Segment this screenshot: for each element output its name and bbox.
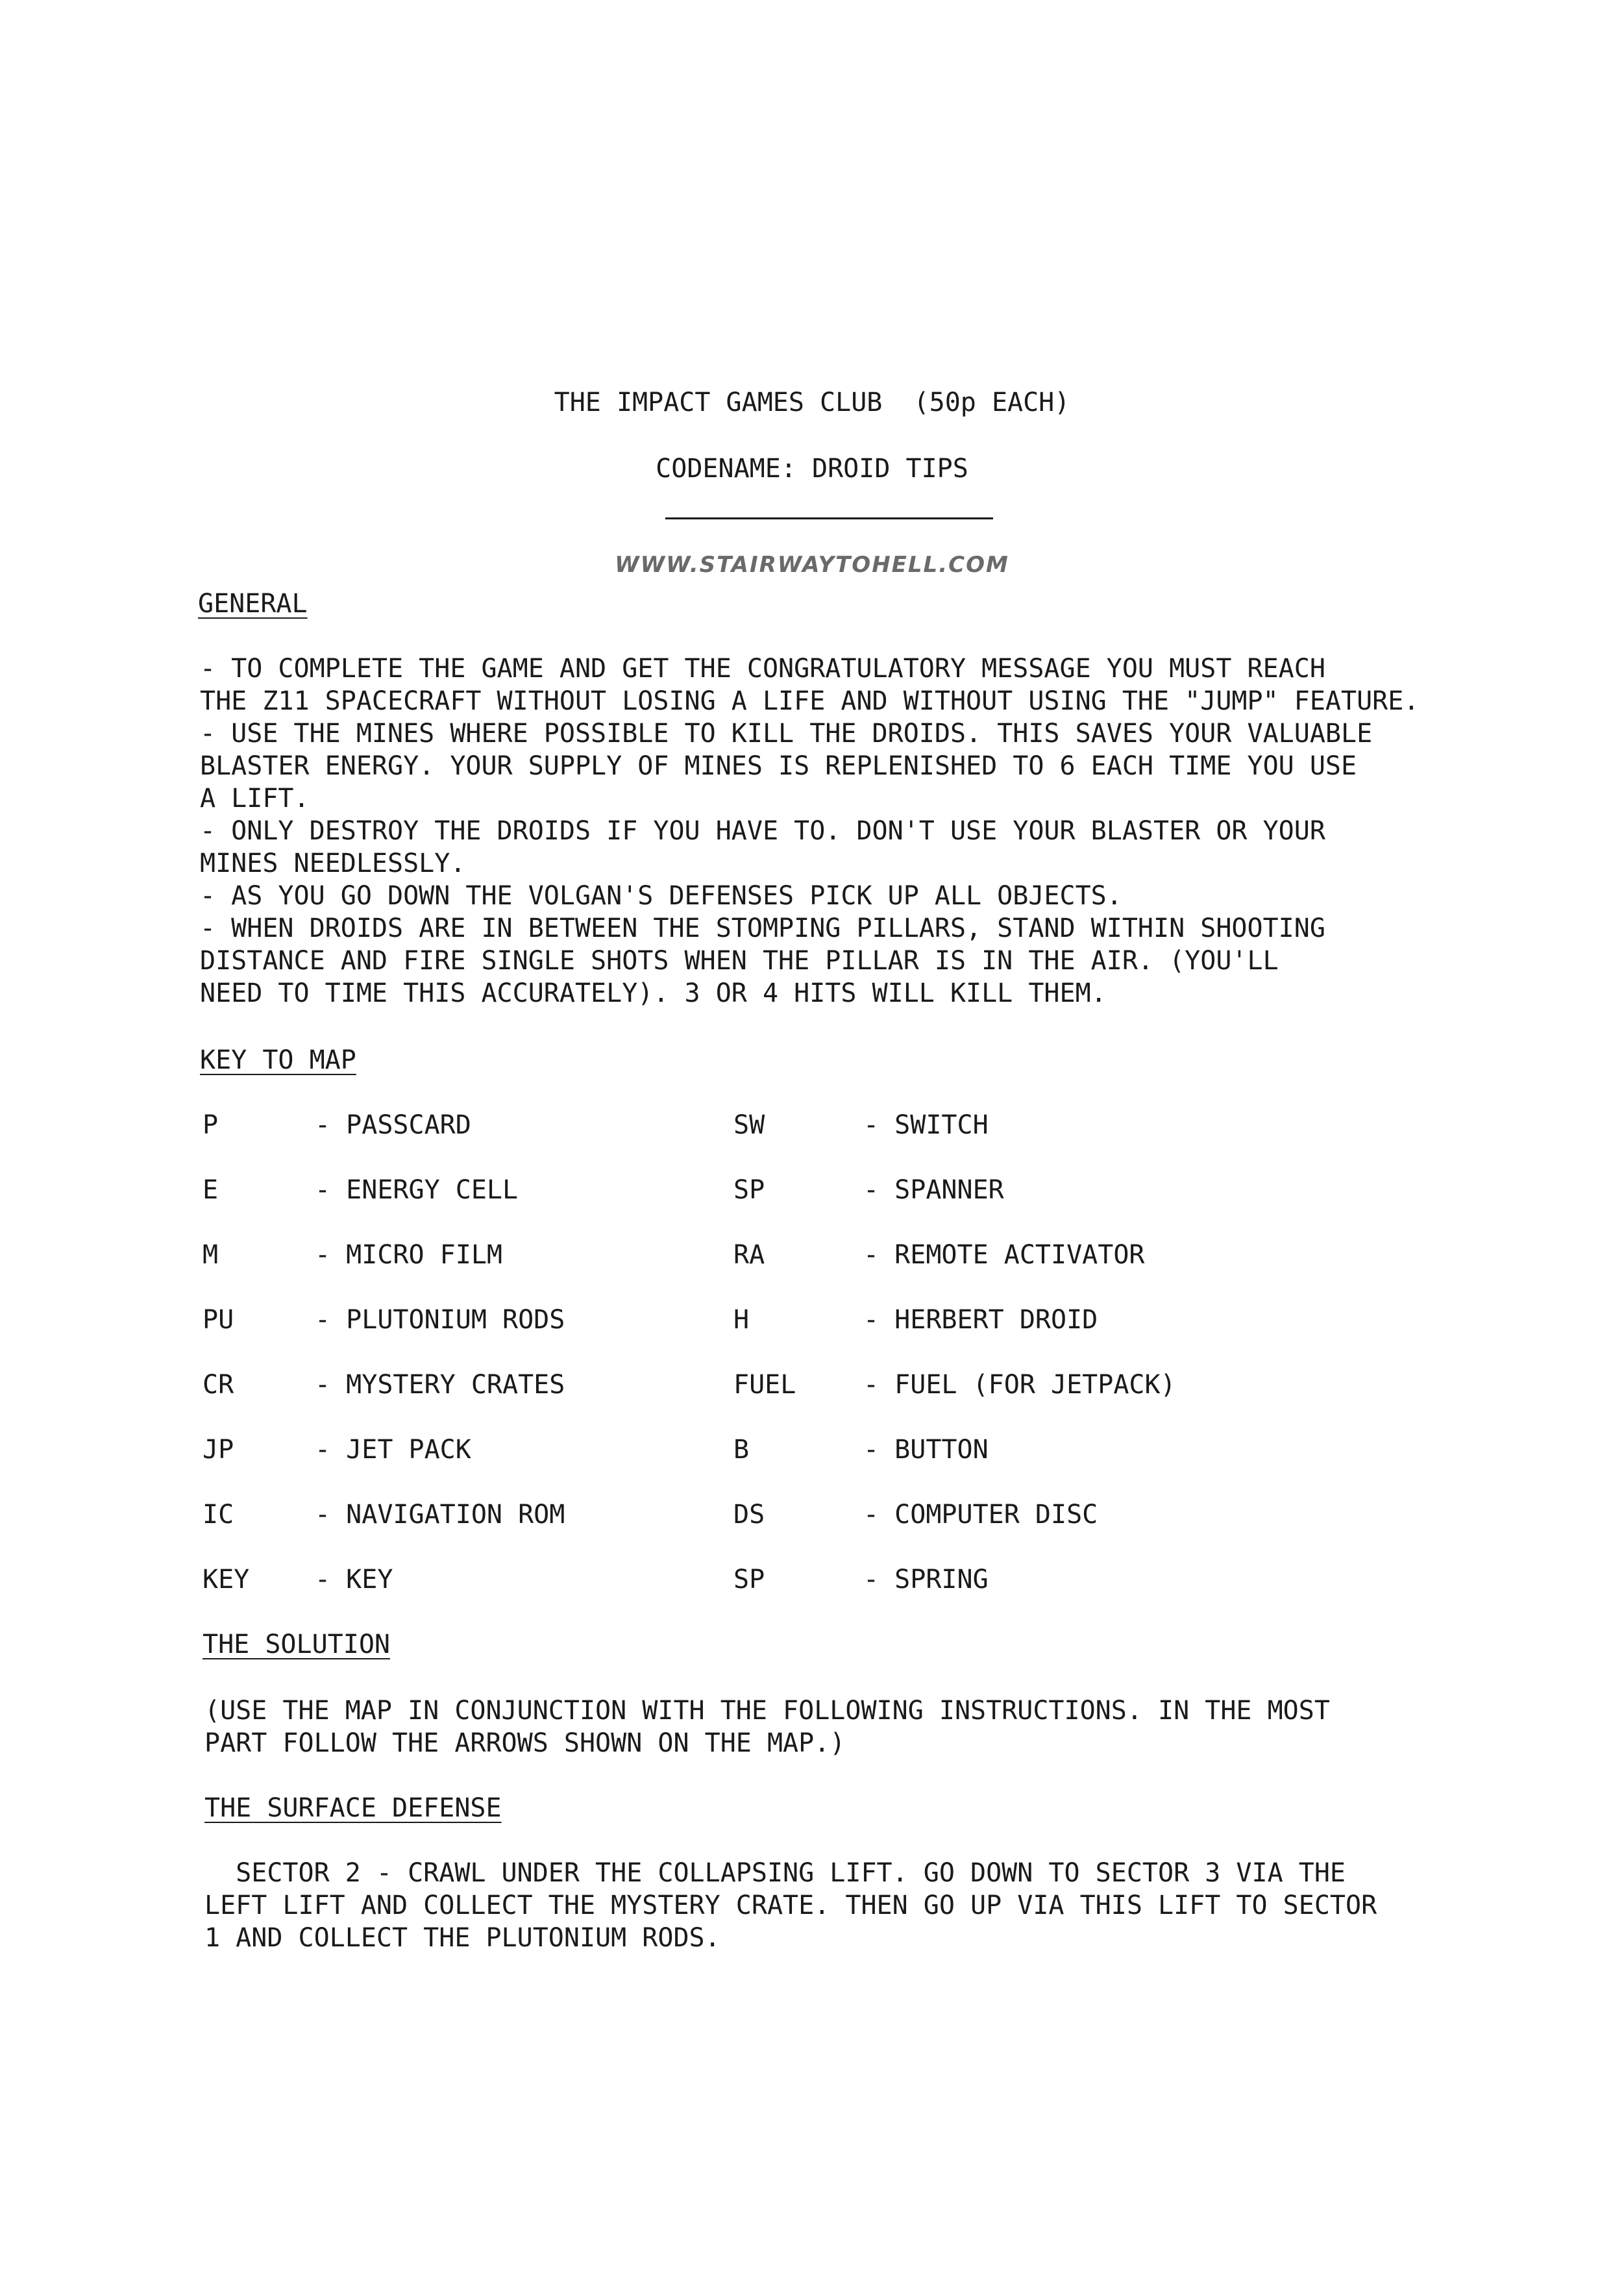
- key-description: - PLUTONIUM RODS: [315, 1305, 565, 1335]
- key-code: E: [203, 1175, 219, 1205]
- general-line: - AS YOU GO DOWN THE VOLGAN'S DEFENSES PICK UP ALL OBJECTS.: [200, 881, 1122, 911]
- key-code: IC: [203, 1500, 234, 1530]
- general-line: DISTANCE AND FIRE SINGLE SHOTS WHEN THE PILLAR IS IN THE AIR. (YOU'LL: [200, 946, 1279, 976]
- key-description: - KEY: [315, 1565, 393, 1595]
- general-line: - WHEN DROIDS ARE IN BETWEEN THE STOMPING PILLARS, STAND WITHIN SHOOTING: [200, 913, 1325, 943]
- key-description: - FUEL (FOR JETPACK): [863, 1370, 1176, 1400]
- general-line: NEED TO TIME THIS ACCURATELY). 3 OR 4 HITS WILL KILL THEM.: [200, 978, 1107, 1008]
- surface-defense-line: 1 AND COLLECT THE PLUTONIUM RODS.: [204, 1923, 720, 1953]
- general-line: - TO COMPLETE THE GAME AND GET THE CONGRATULATORY MESSAGE YOU MUST REACH: [200, 654, 1325, 684]
- key-description: - SPRING: [863, 1565, 989, 1595]
- key-code: SP: [733, 1565, 765, 1595]
- key-code: SP: [733, 1175, 765, 1205]
- general-heading: GENERAL: [198, 589, 308, 619]
- key-code: KEY: [203, 1565, 250, 1595]
- surface-defense-heading: THE SURFACE DEFENSE: [204, 1793, 502, 1823]
- general-line: THE Z11 SPACECRAFT WITHOUT LOSING A LIFE AND WITHOUT USING THE "JUMP" FEATURE.: [200, 686, 1420, 716]
- key-code: JP: [203, 1435, 234, 1465]
- key-description: - BUTTON: [863, 1435, 989, 1465]
- general-paragraph: [200, 652, 1563, 1010]
- key-code: RA: [733, 1240, 765, 1270]
- key-description: - SPANNER: [863, 1175, 1004, 1205]
- solution-line: PART FOLLOW THE ARROWS SHOWN ON THE MAP.): [204, 1728, 846, 1758]
- key-to-map-heading: KEY TO MAP: [200, 1045, 356, 1075]
- key-description: - ENERGY CELL: [315, 1175, 519, 1205]
- solution-heading: THE SOLUTION: [203, 1630, 390, 1659]
- solution-paragraph: [204, 1694, 1568, 1759]
- general-line: - ONLY DESTROY THE DROIDS IF YOU HAVE TO. DON'T USE YOUR BLASTER OR YOUR: [200, 816, 1325, 846]
- key-description: - MYSTERY CRATES: [315, 1370, 565, 1400]
- key-description: - HERBERT DROID: [863, 1305, 1098, 1335]
- general-line: A LIFT.: [200, 784, 310, 813]
- key-code: SW: [733, 1110, 765, 1140]
- key-code: B: [733, 1435, 750, 1465]
- key-description: - PASSCARD: [315, 1110, 471, 1140]
- key-code: H: [733, 1305, 750, 1335]
- surface-defense-line: LEFT LIFT AND COLLECT THE MYSTERY CRATE. THEN GO UP VIA THIS LIFT TO SECTOR: [204, 1891, 1377, 1920]
- key-description: - REMOTE ACTIVATOR: [863, 1240, 1145, 1270]
- general-line: - USE THE MINES WHERE POSSIBLE TO KILL THE DROIDS. THIS SAVES YOUR VALUABLE: [200, 719, 1373, 749]
- surface-defense-paragraph: [204, 1857, 1568, 1954]
- key-description: - COMPUTER DISC: [863, 1500, 1098, 1530]
- title-divider: [665, 517, 993, 519]
- website-watermark: WWW.STAIRWAYTOHELL.COM: [615, 552, 1009, 578]
- general-line: BLASTER ENERGY. YOUR SUPPLY OF MINES IS REPLENISHED TO 6 EACH TIME YOU USE: [200, 751, 1357, 781]
- page-title: THE IMPACT GAMES CLUB (50p EACH): [554, 388, 1070, 417]
- key-code: PU: [203, 1305, 234, 1335]
- key-description: - NAVIGATION ROM: [315, 1500, 565, 1530]
- surface-defense-line: SECTOR 2 - CRAWL UNDER THE COLLAPSING LIFT. GO DOWN TO SECTOR 3 VIA THE: [204, 1858, 1346, 1888]
- key-description: - JET PACK: [315, 1435, 471, 1465]
- key-code: P: [203, 1110, 219, 1140]
- key-code: CR: [203, 1370, 234, 1400]
- solution-line: (USE THE MAP IN CONJUNCTION WITH THE FOLLOWING INSTRUCTIONS. IN THE MOST: [204, 1696, 1330, 1726]
- key-description: - MICRO FILM: [315, 1240, 502, 1270]
- general-line: MINES NEEDLESSLY.: [200, 849, 466, 878]
- codename-line: CODENAME: DROID TIPS: [656, 454, 968, 484]
- key-code: DS: [733, 1500, 765, 1530]
- key-description: - SWITCH: [863, 1110, 989, 1140]
- key-code: M: [203, 1240, 219, 1270]
- key-code: FUEL: [733, 1370, 796, 1400]
